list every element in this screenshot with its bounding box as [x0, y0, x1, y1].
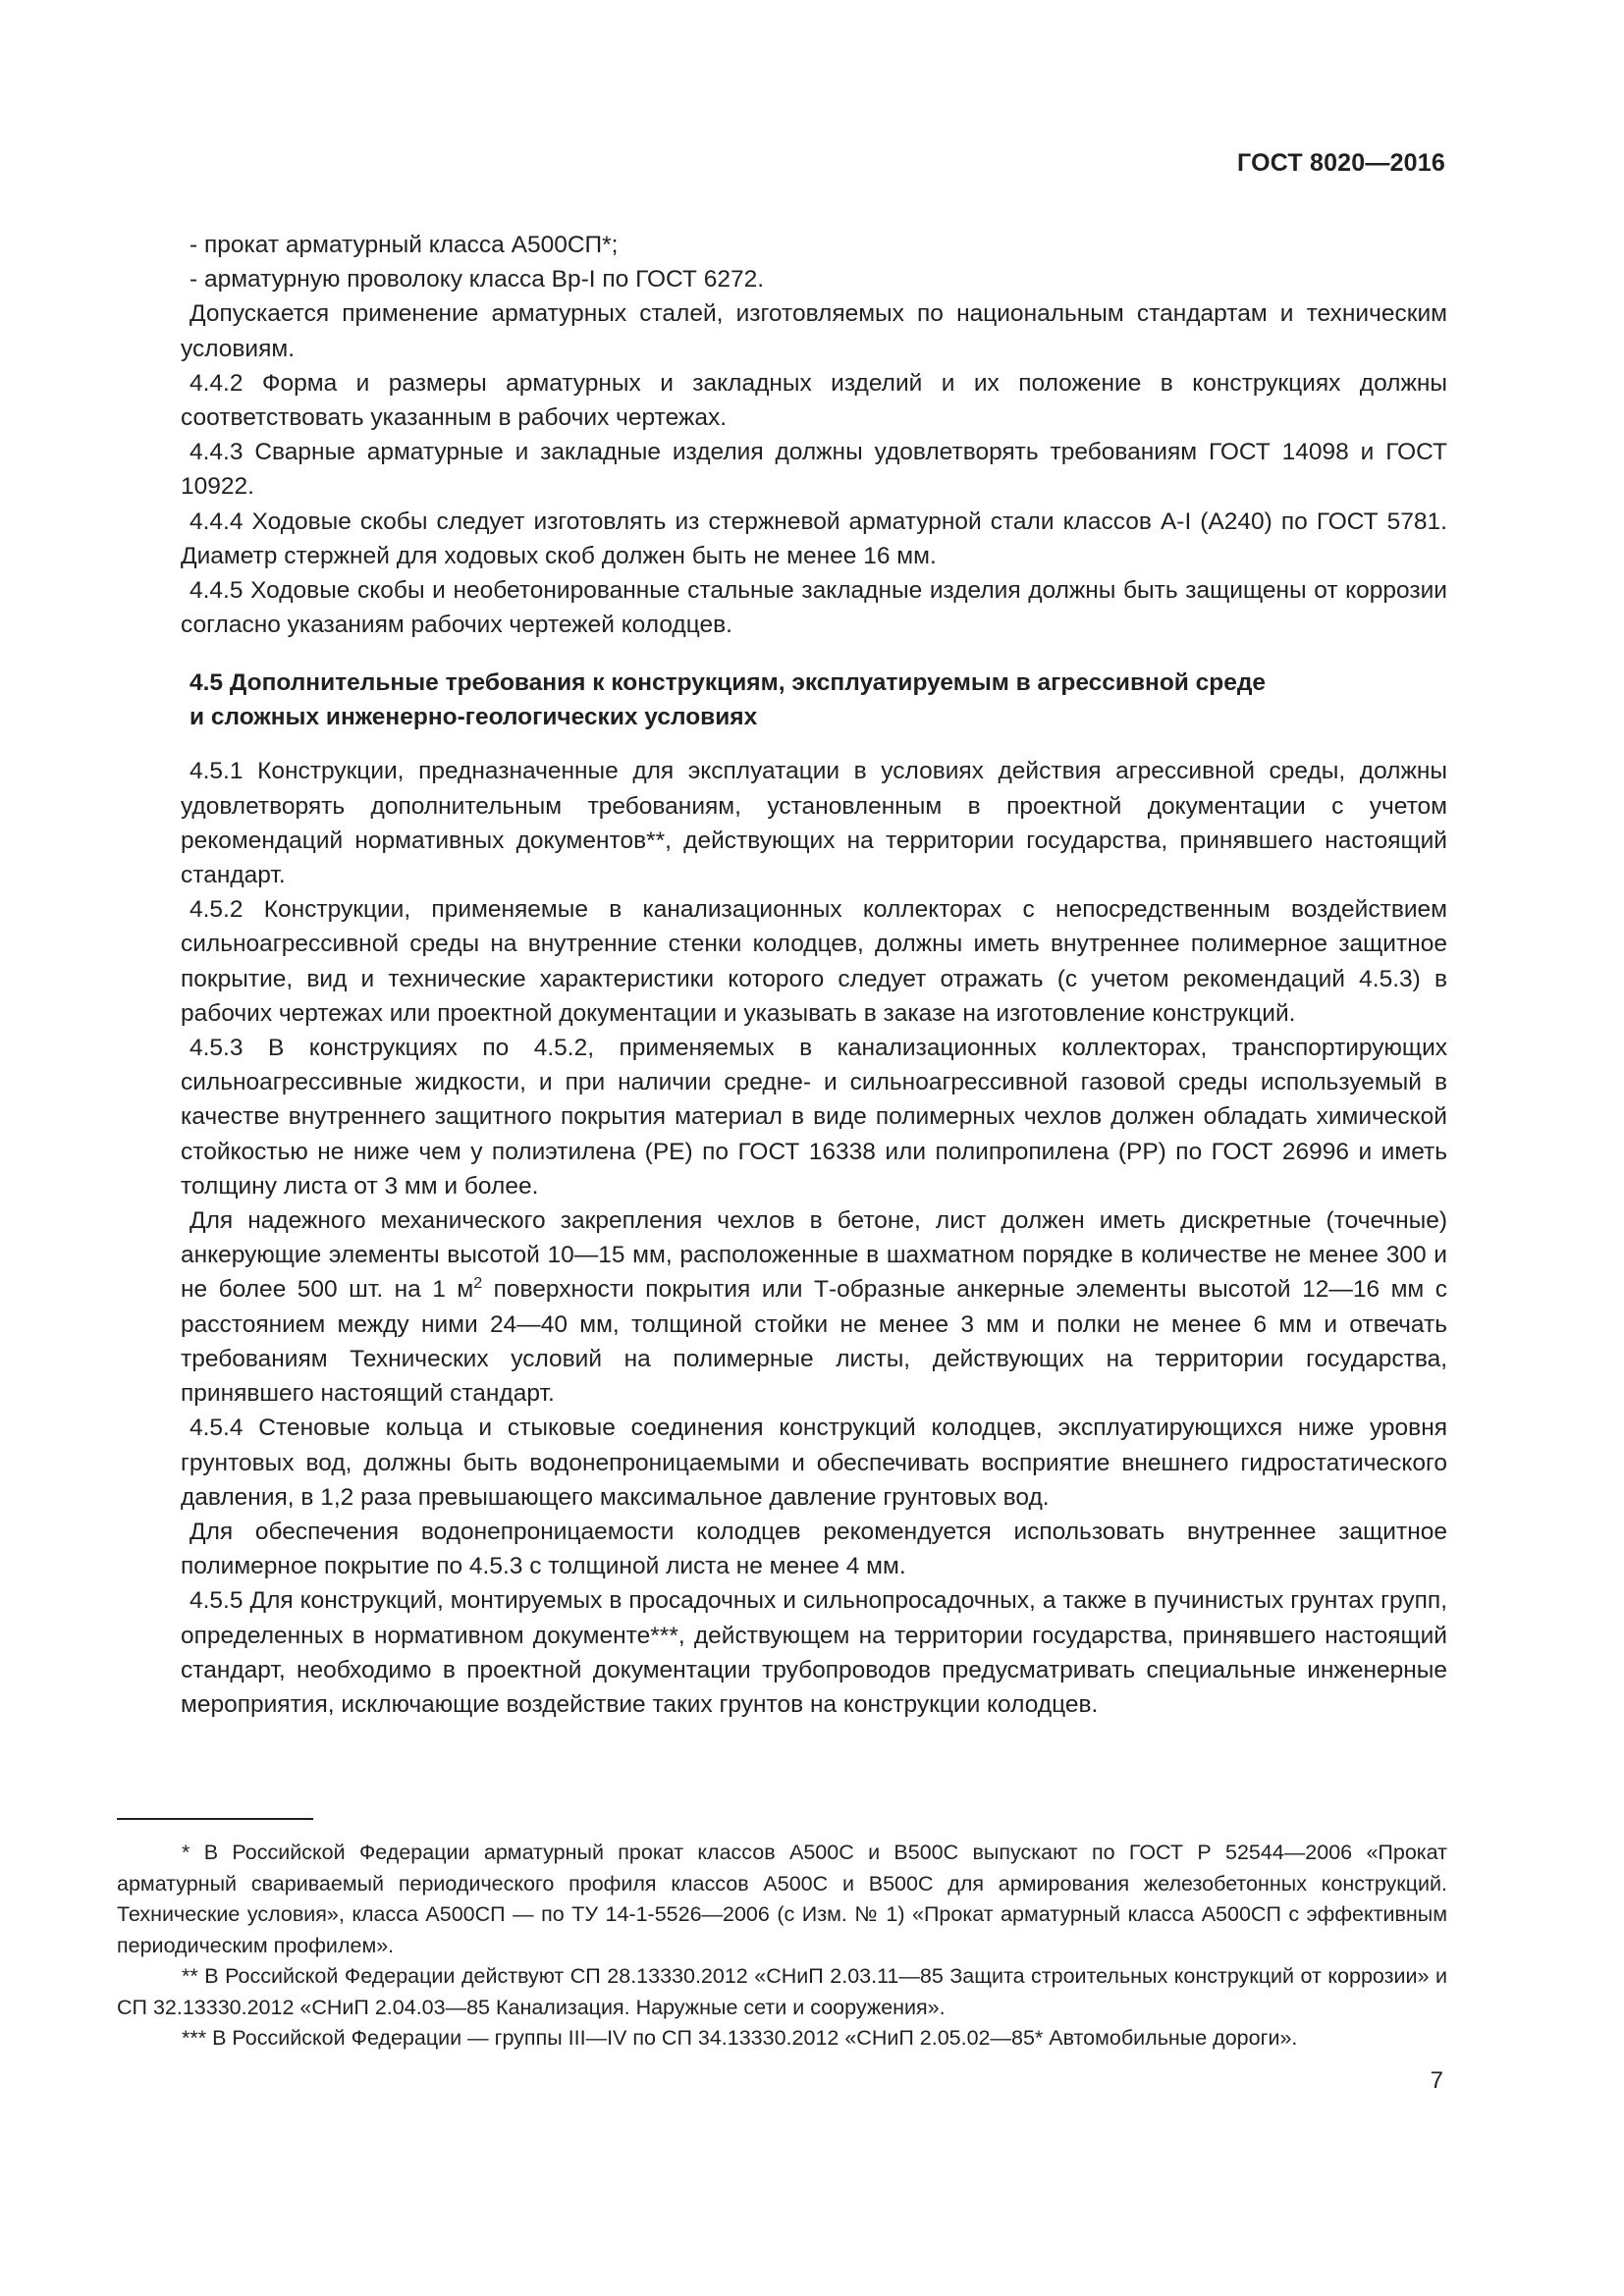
- anchoring-text-start: Для надежного механического закрепления чехлов в бетоне, лист должен иметь дискретные (точечные) анкерующие элементы высотой 10—15 мм, расположенные в шахматном порядке в количестве не менее 300 и не более 500 шт. на 1 м: [181, 1207, 1447, 1304]
- paragraph-4-5-5: 4.5.5 Для конструкций, монтируемых в просадочных и сильнопросадочных, а также в пучинистых грунтах групп, определенных в нормативном документе***, действующем на территории государства, принявшего настоящий стандарт, необходимо в проектной документации трубопроводов предусматривать специальные инженерные мероприятия, исключающие воздействие таких грунтов на конструкции колодцев.: [181, 1587, 1447, 1718]
- document-body: [181, 228, 1447, 1722]
- anchoring-text-end: поверхности покрытия или Т-образные анкерные элементы высотой 12—16 мм с расстоянием между ними 24—40 мм, толщиной стойки не менее 3 мм и полки не менее 6 мм и отвечать требованиям Технических условий на полимерные листы, действующих на территории государства, принявшего настоящий стандарт.: [181, 1276, 1447, 1408]
- section-heading-line-1: 4.5 Дополнительные требования к конструкциям, эксплуатируемым в агрессивной среде: [189, 669, 1267, 697]
- footnote-2: ** В Российской Федерации действуют СП 28.13330.2012 «СНиП 2.03.11—85 Защита строительных конструкций от коррозии» и СП 32.13330.2012 «СНиП 2.04.03—85 Канализация. Наружные сети и сооружения».: [117, 1964, 1447, 2019]
- paragraph-4-5-1: 4.5.1 Конструкции, предназначенные для эксплуатации в условиях действия агрессивной среды, должны удовлетворять дополнительным требованиям, установленным в проектной документации с учетом рекомендаций нормативных документов**, действующих на территории государства, принявшего настоящий стандарт.: [181, 758, 1447, 889]
- list-item-rebar: - прокат арматурный класса А500СП*;: [189, 232, 619, 258]
- paragraph-allowed-steels: Допускается применение арматурных сталей, изготовляемых по национальным стандартам и техническим условиям.: [181, 300, 1447, 362]
- list-item-wire: - арматурную проволоку класса Вр-I по ГОСТ 6272.: [189, 266, 764, 294]
- paragraph-4-5-2: 4.5.2 Конструкции, применяемые в канализационных коллекторах с непосредственным воздействием сильноагрессивной среды на внутренние стенки колодцев, должны иметь внутреннее полимерное защитное покрытие, вид и технические характеристики которого следует отражать (с учетом рекомендаций 4.5.3) в рабочих чертежах или проектной документации и указывать в заказе на изготовление конструкций.: [181, 896, 1447, 1027]
- footnote-3: *** В Российской Федерации — группы III—IV по СП 34.13330.2012 «СНиП 2.05.02—85* Автомобильные дороги».: [182, 2026, 1298, 2050]
- paragraph-4-5-4: 4.5.4 Стеновые кольца и стыковые соединения конструкций колодцев, эксплуатирующихся ниже уровня грунтовых вод, должны быть водонепроницаемыми и обеспечивать восприятие внешнего гидростатического давления, в 1,2 раза превышающего максимальное давление грунтовых вод.: [181, 1415, 1447, 1511]
- superscript-2: 2: [473, 1275, 483, 1293]
- paragraph-4-4-4: 4.4.4 Ходовые скобы следует изготовлять из стержневой арматурной стали классов А-I (А240) по ГОСТ 5781. Диаметр стержней для ходовых скоб должен быть не менее 16 мм.: [181, 507, 1447, 569]
- paragraph-4-4-5: 4.4.5 Ходовые скобы и необетонированные стальные закладные изделия должны быть защищены от коррозии согласно указаниям рабочих чертежей колодцев.: [181, 577, 1447, 639]
- footnotes: [117, 1838, 1447, 2055]
- paragraph-4-4-3: 4.4.3 Сварные арматурные и закладные изделия должны удовлетворять требованиям ГОСТ 14098 и ГОСТ 10922.: [181, 439, 1447, 501]
- paragraph-anchoring: [181, 1203, 1447, 1411]
- section-heading-4-5: [189, 666, 1447, 734]
- footnote-1: * В Российской Федерации арматурный прокат классов А500С и В500С выпускают по ГОСТ Р 52544—2006 «Прокат арматурный свариваемый периодического профиля классов А500С и В500С для армирования железобетонных конструкций. Технические условия», класса А500СП — по ТУ 14-1-5526—2006 (с Изм. № 1) «Прокат арматурный класса А500СП с эффективным периодическим профилем».: [117, 1841, 1447, 1957]
- document-header: ГОСТ 8020—2016: [1237, 149, 1445, 177]
- paragraph-waterproofing: Для обеспечения водонепроницаемости колодцев рекомендуется использовать внутреннее защитное полимерное покрытие по 4.5.3 с толщиной листа не менее 4 мм.: [181, 1518, 1447, 1580]
- paragraph-4-5-3: 4.5.3 В конструкциях по 4.5.2, применяемых в канализационных коллекторах, транспортирующих сильноагрессивные жидкости, и при наличии средне- и сильноагрессивной газовой среды используемый в качестве внутреннего защитного покрытия материал в виде полимерных чехлов должен обладать химической стойкостью не ниже чем у полиэтилена (РЕ) по ГОСТ 16338 или полипропилена (РР) по ГОСТ 26996 и иметь толщину листа от 3 мм и более.: [181, 1035, 1447, 1200]
- footnote-divider: [117, 1818, 313, 1820]
- paragraph-4-4-2: 4.4.2 Форма и размеры арматурных и закладных изделий и их положение в конструкциях должны соответствовать указанным в рабочих чертежах.: [181, 369, 1447, 432]
- section-heading-line-2: и сложных инженерно-геологических условиях: [189, 704, 758, 731]
- page-number: 7: [1430, 2067, 1443, 2094]
